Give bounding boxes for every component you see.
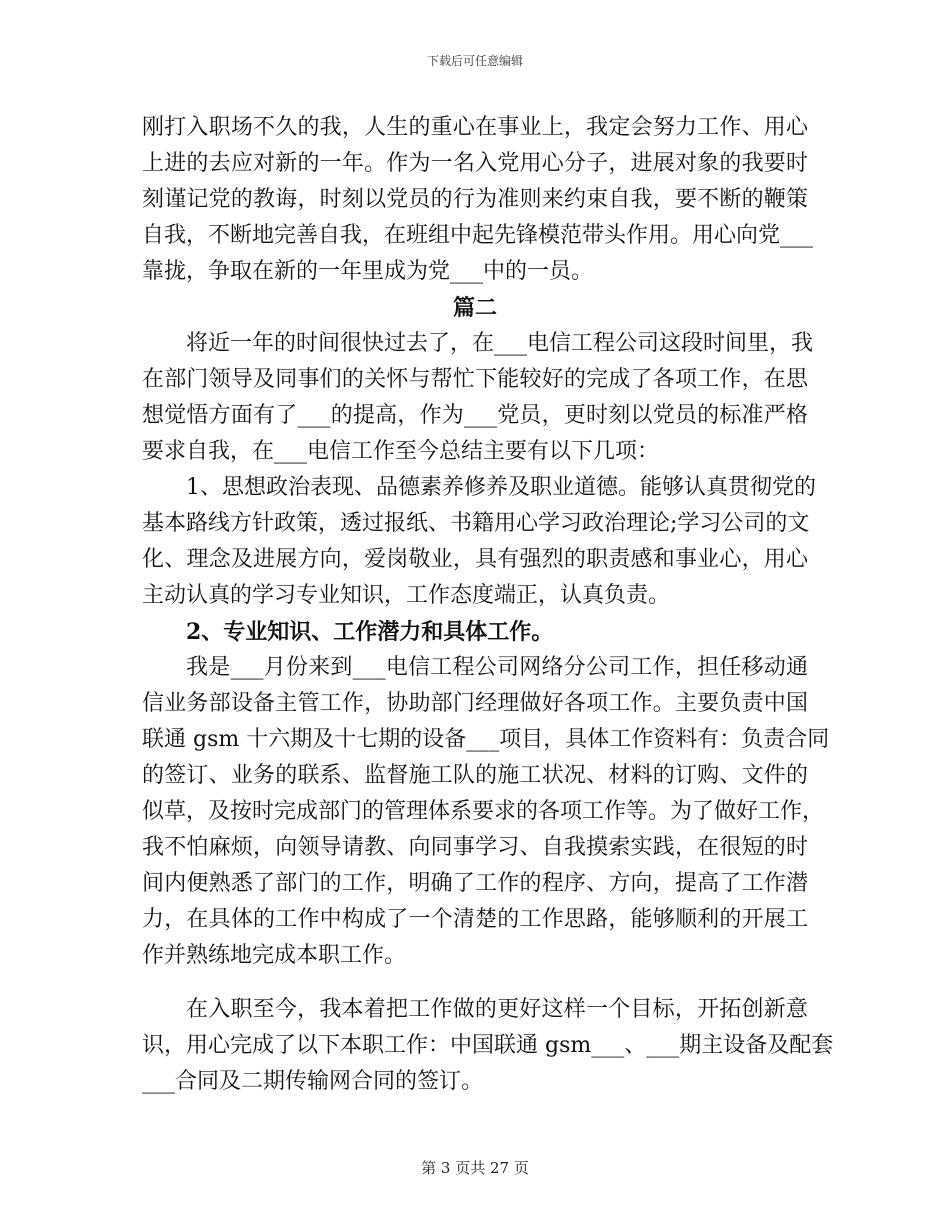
text-line: 靠拢，争取在新的一年里成为党___中的一员。 bbox=[142, 259, 594, 284]
page-header: 下载后可任意编辑 bbox=[426, 54, 523, 68]
text-line: 刻谨记党的教诲，时刻以党员的行为准则来约束自我，要不断的鞭策 bbox=[142, 187, 808, 212]
text-line: 间内便熟悉了部门的工作，明确了工作的程序、方向，提高了工作潜 bbox=[142, 871, 808, 896]
text-line: 刚打入职场不久的我，人生的重心在事业上，我定会努力工作、用心 bbox=[142, 115, 808, 140]
paragraph-5 bbox=[142, 992, 834, 1100]
text-line: 要求自我，在___电信工作至今总结主要有以下几项： bbox=[142, 439, 660, 464]
text-line: 似草，及按时完成部门的管理体系要求的各项工作等。为了做好工作， bbox=[142, 799, 825, 824]
text-line: ___合同及二期传输网合同的签订。 bbox=[142, 1069, 484, 1094]
text-line: 作并熟练地完成本职工作。 bbox=[142, 943, 407, 968]
text-line: 信业务部设备主管工作，协助部门经理做好各项工作。主要负责中国 bbox=[142, 691, 808, 716]
paragraph-2 bbox=[142, 326, 814, 470]
text-line: 在入职至今，我本着把工作做的更好这样一个目标，开拓创新意 bbox=[186, 997, 808, 1022]
document-body bbox=[142, 110, 834, 1100]
paragraph-3 bbox=[142, 470, 816, 614]
text-line: 基本路线方针政策，透过报纸、书籍用心学习政治理论;学习公司的文 bbox=[142, 511, 810, 536]
text-line: 我不怕麻烦，向领导请教、向同事学习、自我摸索实践，在很短的时 bbox=[142, 835, 808, 860]
text-line: 在部门领导及同事们的关怀与帮忙下能较好的完成了各项工作，在思 bbox=[142, 367, 808, 392]
text-line: 1、思想政治表现、品德素养修养及职业道德。能够认真贯彻党的 bbox=[186, 475, 816, 500]
paragraph-1 bbox=[142, 110, 814, 290]
text-line: 主动认真的学习专业知识，工作态度端正，认真负责。 bbox=[142, 583, 671, 608]
subheading: 2、专业知识、工作潜力和具体工作。 bbox=[186, 619, 554, 645]
page-footer: 第 3 页共 27 页 bbox=[421, 1159, 529, 1177]
section-title: 篇二 bbox=[452, 295, 497, 321]
text-line: 想觉悟方面有了___的提高，作为___党员，更时刻以党员的标准严格 bbox=[142, 403, 808, 428]
text-line: 识，用心完成了以下本职工作：中国联通 gsm___、___期主设备及配套 bbox=[142, 1033, 834, 1058]
text-line: 力，在具体的工作中构成了一个清楚的工作思路，能够顺利的开展工 bbox=[142, 907, 808, 932]
text-line: 将近一年的时间很快过去了，在___电信工程公司这段时间里，我 bbox=[186, 331, 814, 356]
text-line: 的签订、业务的联系、监督施工队的施工状况、材料的订购、文件的 bbox=[142, 763, 808, 788]
text-line: 自我，不断地完善自我，在班组中起先锋模范带头作用。用心向党___ bbox=[142, 223, 814, 248]
text-line: 化、理念及进展方向，爱岗敬业，具有强烈的职责感和事业心，用心 bbox=[142, 547, 808, 572]
paragraph-spacer bbox=[142, 974, 808, 992]
paragraph-4 bbox=[142, 650, 830, 974]
text-line: 联通 gsm 十六期及十七期的设备___项目，具体工作资料有：负责合同 bbox=[142, 727, 830, 752]
text-line: 我是___月份来到___电信工程公司网络分公司工作，担任移动通 bbox=[186, 655, 808, 680]
text-line: 上进的去应对新的一年。作为一名入党用心分子，进展对象的我要时 bbox=[142, 151, 808, 176]
